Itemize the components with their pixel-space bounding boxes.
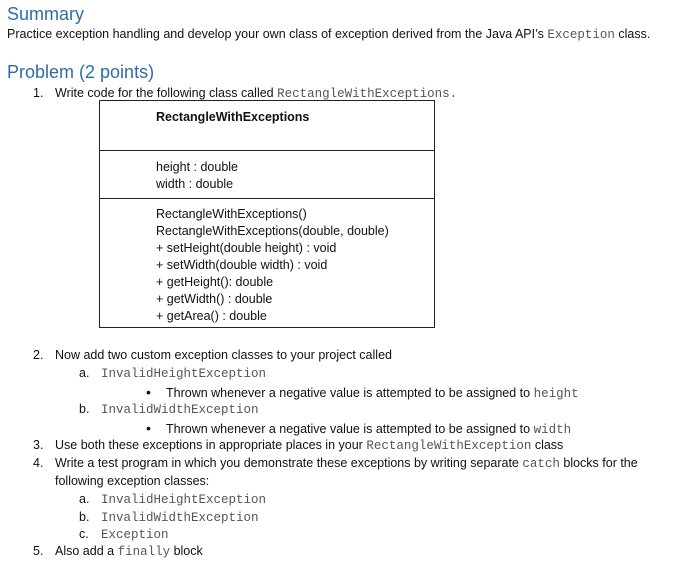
bullet-icon: • xyxy=(146,384,151,400)
item-5-code: finally xyxy=(117,545,171,559)
uml-method: RectangleWithExceptions() xyxy=(156,207,307,221)
item-4-sub-b xyxy=(79,510,259,525)
item-2-bullet-b xyxy=(146,420,571,437)
item-2-bullet-b-code: width xyxy=(533,423,572,437)
summary-heading: Summary xyxy=(7,4,85,24)
problem-heading: Problem (2 points) xyxy=(7,62,155,82)
item-4-sub-a xyxy=(79,492,266,507)
summary-code: Exception xyxy=(547,28,615,42)
item-3-number: 3. xyxy=(33,438,44,452)
summary-text-before: Practice exception handling and develop your own class of exception derived from the Java API’s xyxy=(7,27,544,41)
uml-method: + getArea() : double xyxy=(156,309,267,323)
item-3-text: Use both these exceptions in appropriate places in your xyxy=(55,438,363,452)
item-4-sub-a-code: InvalidHeightException xyxy=(101,493,267,507)
item-2-sub-b xyxy=(79,402,259,417)
item-1-number: 1. xyxy=(33,86,44,100)
item-4-sub-b-code: InvalidWidthException xyxy=(101,511,259,525)
item-4-number: 4. xyxy=(33,456,44,470)
item-2-text: Now add two custom exception classes to your project called xyxy=(55,348,392,362)
item-5-text: Also add a xyxy=(55,544,115,558)
uml-method: + getWidth() : double xyxy=(156,292,273,306)
item-2-bullet-a-text: Thrown whenever a negative value is attempted to be assigned to xyxy=(166,386,531,400)
uml-method: + setWidth(double width) : void xyxy=(156,258,328,272)
uml-class-name: RectangleWithExceptions xyxy=(100,101,434,151)
item-2-sub-b-letter: b. xyxy=(79,402,90,416)
item-2-bullet-a xyxy=(146,384,579,401)
item-2-sub-a xyxy=(79,366,266,381)
item-5-text-after: block xyxy=(173,544,203,558)
uml-attributes xyxy=(100,151,434,199)
item-2-number: 2. xyxy=(33,348,44,362)
item-4-sub-c xyxy=(79,527,169,542)
bullet-icon: • xyxy=(146,420,151,436)
uml-method: + getHeight(): double xyxy=(156,275,274,289)
item-2-sub-a-code: InvalidHeightException xyxy=(101,367,267,381)
item-4-line-2: following exception classes: xyxy=(55,474,210,488)
uml-method: + setHeight(double height) : void xyxy=(156,241,337,255)
item-4-text-after: blocks for the xyxy=(563,456,638,470)
item-4-code: catch xyxy=(522,457,560,471)
item-3-text-after: class xyxy=(534,438,564,452)
item-2-bullet-a-code: height xyxy=(533,387,579,401)
item-2 xyxy=(33,348,392,362)
item-1-text: Write code for the following class called xyxy=(55,86,274,100)
item-2-sub-a-letter: a. xyxy=(79,366,90,380)
item-3-code: RectangleWithException xyxy=(366,439,532,453)
item-2-bullet-b-text: Thrown whenever a negative value is attempted to be assigned to xyxy=(166,422,531,436)
item-1 xyxy=(33,86,457,101)
item-4-sub-c-letter: c. xyxy=(79,527,89,541)
uml-attribute: height : double xyxy=(156,160,239,174)
uml-methods xyxy=(100,199,434,325)
item-3 xyxy=(33,438,563,453)
item-5-number: 5. xyxy=(33,544,44,558)
item-4-sub-a-letter: a. xyxy=(79,492,90,506)
uml-method: RectangleWithExceptions(double, double) xyxy=(156,224,389,238)
item-1-code: RectangleWithExceptions. xyxy=(277,87,458,101)
uml-attribute: width : double xyxy=(156,177,234,191)
item-4-text-before: Write a test program in which you demonstrate these exceptions by writing separate xyxy=(55,456,519,470)
uml-class-box xyxy=(99,100,435,328)
item-4-sub-b-letter: b. xyxy=(79,510,90,524)
item-2-sub-b-code: InvalidWidthException xyxy=(101,403,259,417)
summary-text xyxy=(7,27,650,42)
item-4-sub-c-code: Exception xyxy=(101,528,169,542)
item-5 xyxy=(33,544,203,559)
summary-text-after: class. xyxy=(618,27,651,41)
item-4 xyxy=(33,456,638,471)
